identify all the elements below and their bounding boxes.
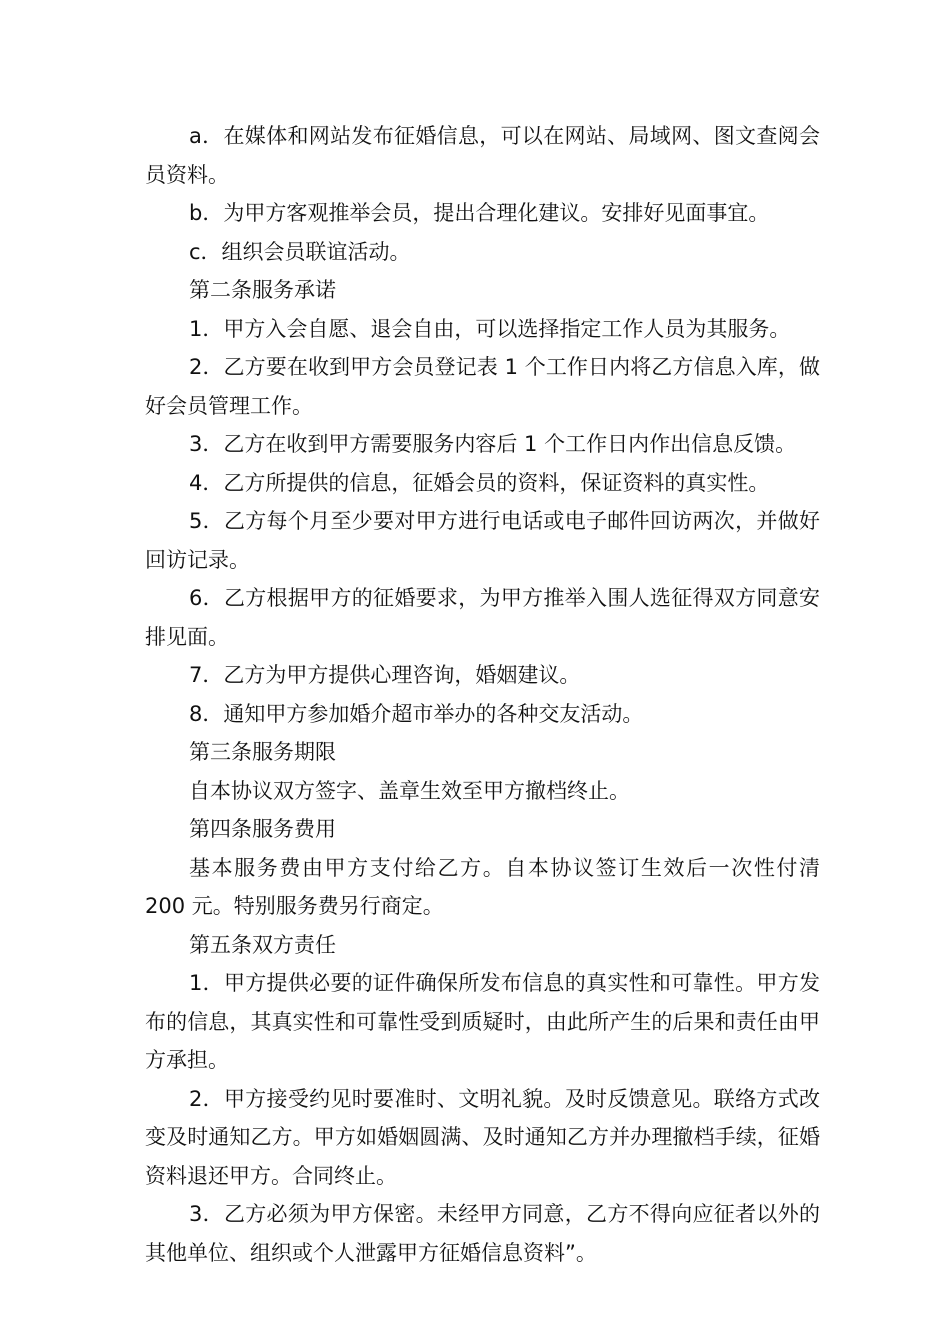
document-body (145, 117, 820, 1272)
paragraph: 自本协议双方签字、盖章生效至甲方撤档终止。 (189, 778, 630, 803)
paragraph: 6．乙方根据甲方的征婚要求，为甲方推举入围人选征得双方同意安排见面。 (145, 586, 820, 649)
paragraph: 1．甲方入会自愿、退会自由，可以选择指定工作人员为其服务。 (189, 316, 791, 341)
paragraph: 3．乙方必须为甲方保密。未经甲方同意，乙方不得向应征者以外的其他单位、组织或个人泄露甲方征婚信息资料”。 (145, 1202, 820, 1265)
paragraph: 1．甲方提供必要的证件确保所发布信息的真实性和可靠性。甲方发布的信息，其真实性和可靠性受到质疑时，由此所产生的后果和责任由甲方承担。 (145, 971, 820, 1072)
paragraph: 2．甲方接受约见时要准时、文明礼貌。及时反馈意见。联络方式改变及时通知乙方。甲方如婚姻圆满、及时通知乙方并办理撤档手续，征婚资料退还甲方。合同终止。 (145, 1086, 820, 1188)
section-heading: 第五条双方责任 (189, 932, 336, 957)
paragraph: 基本服务费由甲方支付给乙方。自本协议签订生效后一次性付清 200 元。特别服务费另行商定。 (145, 855, 820, 918)
section-heading: 第三条服务期限 (189, 740, 336, 764)
section-heading: 第四条服务费用 (189, 817, 336, 841)
paragraph: 7．乙方为甲方提供心理咨询，婚姻建议。 (189, 663, 581, 687)
paragraph: 2．乙方要在收到甲方会员登记表 1 个工作日内将乙方信息入库，做好会员管理工作。 (145, 355, 820, 418)
section-heading: 第二条服务承诺 (189, 278, 336, 302)
paragraph: a．在媒体和网站发布征婚信息，可以在网站、局域网、图文查阅会员资料。 (145, 124, 820, 187)
paragraph: 3．乙方在收到甲方需要服务内容后 1 个工作日内作出信息反馈。 (189, 432, 797, 456)
paragraph: 8．通知甲方参加婚介超市举办的各种交友活动。 (189, 701, 644, 726)
paragraph: c．组织会员联谊活动。 (189, 239, 411, 264)
paragraph: b．为甲方客观推举会员，提出合理化建议。安排好见面事宜。 (189, 201, 770, 225)
paragraph: 5．乙方每个月至少要对甲方进行电话或电子邮件回访两次，并做好回访记录。 (145, 509, 820, 572)
paragraph: 4．乙方所提供的信息，征婚会员的资料，保证资料的真实性。 (189, 470, 770, 495)
